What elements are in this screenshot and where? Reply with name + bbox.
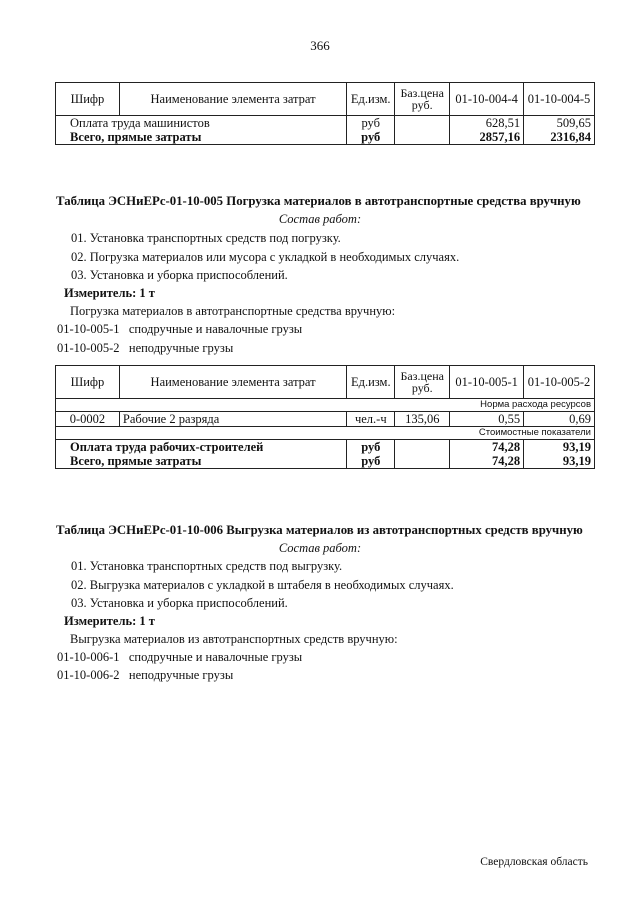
header-code: Шифр bbox=[56, 366, 120, 399]
section-005-step: 02. Погрузка материалов или мусора с укладкой в необходимых случаях. bbox=[71, 250, 460, 264]
norm-caption-row bbox=[56, 399, 595, 412]
item-code: 01-10-006-1 bbox=[57, 650, 120, 664]
row-value-1: 2857,16 bbox=[450, 130, 524, 145]
section-006-step: 01. Установка транспортных средств под выгрузку. bbox=[71, 559, 343, 573]
cost-caption: Стоимостные показатели bbox=[56, 427, 595, 440]
section-006-meter: Измеритель: 1 т bbox=[64, 614, 155, 628]
header-unit: Ед.изм. bbox=[347, 83, 395, 116]
section-005-composition-label: Состав работ: bbox=[278, 212, 362, 226]
header-base-price: Баз.цена руб. bbox=[395, 83, 450, 116]
section-006-description: Выгрузка материалов из автотранспортных средств вручную: bbox=[70, 632, 398, 646]
section-005-item bbox=[57, 341, 233, 356]
section-006-step: 03. Установка и уборка приспособлений. bbox=[71, 596, 288, 610]
row-name: Оплата труда рабочих-строителей bbox=[56, 440, 347, 455]
row-price bbox=[395, 454, 450, 469]
item-text: неподручные грузы bbox=[128, 341, 234, 355]
row-unit: руб bbox=[347, 116, 395, 131]
section-005-meter: Измеритель: 1 т bbox=[64, 286, 155, 300]
row-name: Всего, прямые затраты bbox=[56, 454, 347, 469]
section-005-item bbox=[57, 322, 302, 337]
header-col2: 01-10-004-5 bbox=[524, 83, 595, 116]
table-row-total bbox=[56, 454, 595, 469]
row-name: Всего, прямые затраты bbox=[56, 130, 347, 145]
section-006-step: 02. Выгрузка материалов с укладкой в штабеля в необходимых случаях. bbox=[71, 578, 454, 592]
header-base-price: Баз.цена руб. bbox=[395, 366, 450, 399]
header-name: Наименование элемента затрат bbox=[119, 366, 346, 399]
row-unit: чел.-ч bbox=[347, 412, 395, 427]
header-name: Наименование элемента затрат bbox=[119, 83, 346, 116]
section-006-title: Таблица ЭСНиЕРс-01-10-006 Выгрузка материалов из автотранспортных средств вручную bbox=[56, 523, 583, 537]
norm-caption: Норма расхода ресурсов bbox=[56, 399, 595, 412]
cost-table-01-10-005 bbox=[55, 365, 595, 469]
header-col1: 01-10-005-1 bbox=[450, 366, 524, 399]
row-value-1: 0,55 bbox=[450, 412, 524, 427]
item-code: 01-10-005-2 bbox=[57, 341, 120, 355]
row-value-1: 74,28 bbox=[450, 440, 524, 455]
item-code: 01-10-005-1 bbox=[57, 322, 120, 336]
table-row-total bbox=[56, 130, 595, 145]
page-number: 366 bbox=[310, 38, 330, 53]
cost-table-01-10-004 bbox=[55, 82, 595, 145]
row-price bbox=[395, 440, 450, 455]
row-unit: руб bbox=[347, 130, 395, 145]
row-code: 0-0002 bbox=[56, 412, 120, 427]
table-row bbox=[56, 440, 595, 455]
section-005-title: Таблица ЭСНиЕРс-01-10-005 Погрузка материалов в автотранспортные средства вручную bbox=[56, 194, 581, 208]
section-005-step: 01. Установка транспортных средств под погрузку. bbox=[71, 231, 341, 245]
section-006-composition-label: Состав работ: bbox=[278, 541, 362, 555]
row-value-1: 628,51 bbox=[450, 116, 524, 131]
row-value-2: 2316,84 bbox=[524, 130, 595, 145]
item-text: сподручные и навалочные грузы bbox=[128, 322, 303, 336]
row-unit: руб bbox=[347, 440, 395, 455]
table-header-row bbox=[56, 366, 595, 399]
section-005-description: Погрузка материалов в автотранспортные средства вручную: bbox=[70, 304, 396, 318]
header-col2: 01-10-005-2 bbox=[524, 366, 595, 399]
row-price: 135,06 bbox=[395, 412, 450, 427]
section-006-item bbox=[57, 650, 302, 665]
row-unit: руб bbox=[347, 454, 395, 469]
row-value-2: 509,65 bbox=[524, 116, 595, 131]
row-name: Оплата труда машинистов bbox=[56, 116, 347, 131]
cost-caption-row bbox=[56, 427, 595, 440]
row-value-2: 93,19 bbox=[524, 440, 595, 455]
table-row bbox=[56, 116, 595, 131]
item-text: сподручные и навалочные грузы bbox=[128, 650, 303, 664]
section-006-item bbox=[57, 668, 233, 683]
header-col1: 01-10-004-4 bbox=[450, 83, 524, 116]
footer-region: Свердловская область bbox=[480, 856, 588, 868]
section-005-step: 03. Установка и уборка приспособлений. bbox=[71, 268, 288, 282]
row-value-2: 93,19 bbox=[524, 454, 595, 469]
row-price bbox=[395, 130, 450, 145]
header-unit: Ед.изм. bbox=[347, 366, 395, 399]
row-value-1: 74,28 bbox=[450, 454, 524, 469]
row-price bbox=[395, 116, 450, 131]
header-code: Шифр bbox=[56, 83, 120, 116]
table-header-row bbox=[56, 83, 595, 116]
item-code: 01-10-006-2 bbox=[57, 668, 120, 682]
table-row bbox=[56, 412, 595, 427]
row-name: Рабочие 2 разряда bbox=[119, 412, 346, 427]
row-value-2: 0,69 bbox=[524, 412, 595, 427]
item-text: неподручные грузы bbox=[128, 668, 234, 682]
